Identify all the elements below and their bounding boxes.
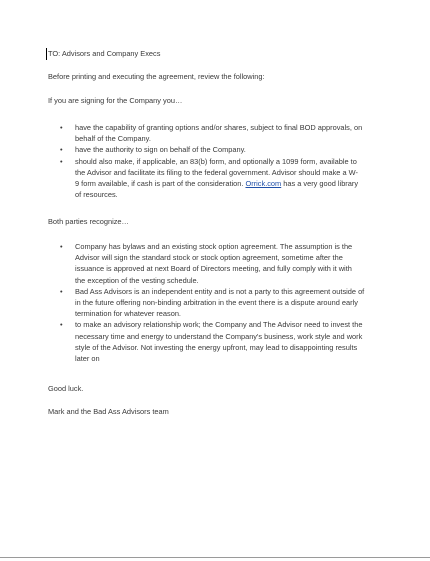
list-item-line [75, 178, 382, 189]
list-item-line: • to make an advisory relationship work; the Company and The Advisor need to invest the [75, 320, 363, 330]
list-item [60, 122, 382, 144]
list-item-line: • have the authority to sign on behalf of the Company. [75, 145, 246, 155]
list-item-line: • have the capability of granting options and/or shares, subject to final BOD approvals, on [75, 123, 363, 132]
list-item-line: • Bad Ass Advisors is an independent entity and is not a party to this agreement outside of [75, 286, 365, 296]
closing-line: Good luck. [48, 384, 84, 393]
list-item-line: Advisor will sign the standard stock or stock option agreement, sometime after the [75, 253, 343, 263]
list-item-line: the exception of the vesting schedule. [75, 275, 199, 285]
greeting-line: TO: Advisors and Company Execs [48, 49, 161, 58]
list-item-line: necessary time and energy to understand the Company's business, work style and work [75, 331, 363, 341]
list-item-line: in the future offering non-binding arbitration in the event there is a dispute around early [75, 298, 358, 308]
company-heading: If you are signing for the Company you… [48, 96, 183, 105]
list-item [60, 241, 382, 286]
list-item-text: has a very good library [281, 179, 359, 189]
list-item-line: • Company has bylaws and an existing stock option agreement. The assumption is the [75, 242, 353, 251]
list-item-line: termination for whatever reason. [75, 309, 181, 319]
list-item-line: behalf of the Company. [75, 134, 151, 144]
list-item-line: • should also make, if applicable, an 83(b) form, and optionally a 1099 form, available to [75, 156, 357, 166]
list-item [60, 319, 382, 364]
list-item [60, 156, 382, 201]
list-item-line: style of the Advisor. Not investing the energy upfront, may lead to disappointing results [75, 342, 358, 352]
signature-line: Mark and the Bad Ass Advisors team [48, 407, 169, 416]
list-item-line: the Advisor and facilitate its filing to the federal government. Advisor should make a W- [75, 167, 358, 177]
list-item [60, 286, 382, 320]
list-item-line: later on [75, 354, 100, 364]
list-item [60, 144, 382, 155]
orrick-link[interactable]: Orrick.com [245, 179, 282, 189]
list-item-text: 9 form available, if cash is part of the consideration. [75, 179, 246, 189]
both-parties-bullet-list [60, 241, 382, 364]
list-item-line: of resources. [75, 190, 118, 200]
company-bullet-list [60, 122, 382, 200]
both-parties-heading: Both parties recognize… [48, 217, 129, 226]
text-cursor [46, 48, 47, 60]
list-item-line: issuance is approved at next Board of Directors meeting, and fully comply with it with [75, 264, 352, 274]
page-bottom-divider [0, 557, 430, 558]
intro-line: Before printing and executing the agreement, review the following: [48, 72, 265, 81]
